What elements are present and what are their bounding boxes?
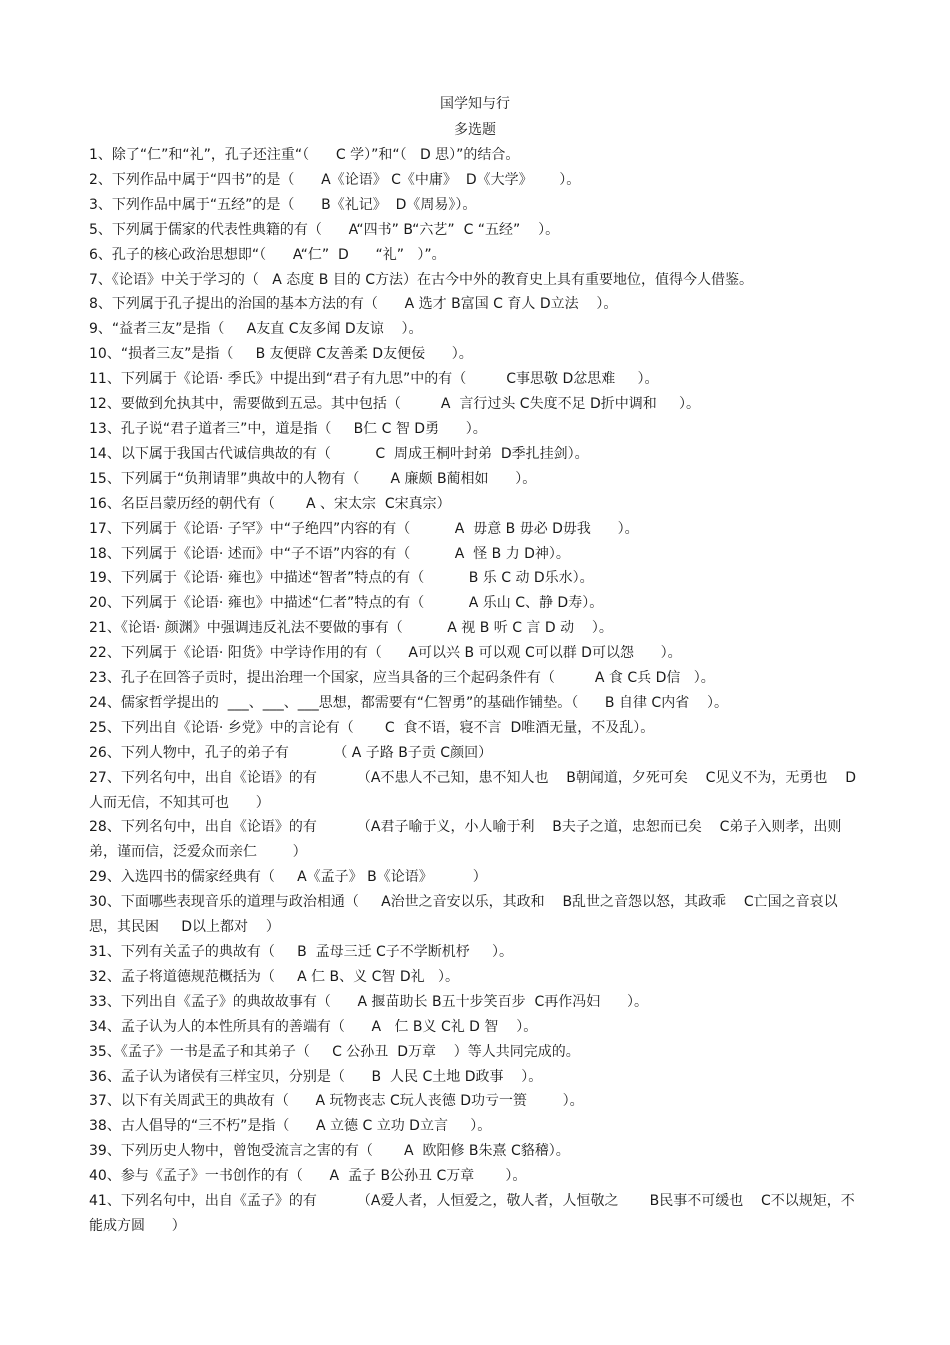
question-item: 25、下列出自《论语· 乡党》中的言论有（ C 食不语，寝不言 D唯酒无量，不及乱）。: [89, 719, 655, 736]
question-item: 2、下列作品中属于“四书”的是（ A《论语》 C《中庸》 D《大学》 ）。: [89, 171, 581, 188]
question-item: 39、下列历史人物中，曾饱受流言之害的有（ A 欧阳修 B朱熹 C貉稽）。: [89, 1143, 570, 1160]
document-title: 国学知与行: [440, 96, 510, 112]
question-item: 41、下列名句中，出自《孟子》的有 （A爱人者，人恒爱之，敬人者，人恒敬之 B民事不可缓也 C不以规矩，不能成方圆 ）: [89, 1193, 855, 1234]
question-item: 17、下列属于《论语· 子罕》中“子绝四”内容的有（ A 毋意 B 毋必 D毋我 ）。: [89, 520, 639, 537]
question-item: 3、下列作品中属于“五经”的是（ B《礼记》 D《周易》）。: [89, 196, 477, 213]
question-item: 29、入选四书的儒家经典有（ A《孟子》 B《论语》 ）: [89, 869, 487, 886]
question-item: 9、“益者三友”是指（ A友直 C友多闻 D友谅 ）。: [89, 321, 423, 338]
question-item: 38、古人倡导的“三不朽”是指（ A 立德 C 立功 D立言 ）。: [89, 1118, 492, 1135]
question-item: 15、下列属于“负荆请罪”典故中的人物有（ A 廉颇 B蔺相如 ）。: [89, 470, 537, 487]
question-item: 21、《论语· 颜渊》中强调违反礼法不要做的事有（ A 视 B 听 C 言 D 动 ）。: [89, 620, 613, 637]
question-item: 36、孟子认为诸侯有三样宝贝，分别是（ B 人民 C土地 D政事 ）。: [89, 1068, 543, 1085]
question-item: 8、下列属于孔子提出的治国的基本方法的有（ A 选才 B富国 C 育人 D立法 ）。: [89, 296, 618, 313]
question-item: 7、《论语》中关于学习的（ A 态度 B 目的 C方法）在古今中外的教育史上具有重要地位，值得今人借鉴。: [89, 271, 754, 288]
question-item: 32、孟子将道德规范概括为（ A 仁 B、义 C智 D礼 ）。: [89, 968, 459, 985]
question-item: 16、名臣吕蒙历经的朝代有（ A 、宋太宗 C宋真宗）: [89, 495, 451, 512]
question-item: 12、要做到允执其中，需要做到五忌。其中包括（ A 言行过头 C失度不足 D折中调和 ）。: [89, 396, 701, 413]
question-item: 18、下列属于《论语· 述而》中“子不语”内容的有（ A 怪 B 力 D神）。: [89, 545, 570, 562]
question-item: 26、下列人物中，孔子的弟子有 （ A 子路 B子贡 C颜回）: [89, 744, 493, 761]
question-item: 6、孔子的核心政治思想即“（ A“仁” D “礼” ）”。: [89, 246, 446, 263]
question-item: 31、下列有关孟子的典故有（ B 孟母三迁 C子不学断机杼 ）。: [89, 944, 514, 960]
question-item: 5、下列属于儒家的代表性典籍的有（ A“四书” B“六艺” C “五经” ）。: [89, 221, 560, 238]
question-item: 23、孔子在回答子贡时，提出治理一个国家，应当具备的三个起码条件有（ A 食 C兵 D信 ）。: [89, 670, 715, 687]
question-item: 30、下面哪些表现音乐的道理与政治相通（ A治世之音安以乐，其政和 B乱世之音怨以怒，其政乖 C亡国之音哀以思，其民困 D以上都对 ）: [89, 894, 838, 936]
question-item: 33、下列出自《孟子》的典故故事有（ A 揠苗助长 B五十步笑百步 C再作冯妇 ）。: [89, 993, 648, 1010]
question-item: 28、下列名句中，出自《论语》的有 （A君子喻于义，小人喻于利 B夫子之道，忠恕而已矣 C弟子入则孝，出则弟，谨而信，泛爱众而亲仁 ）: [89, 819, 842, 861]
question-item: 10、“损者三友”是指（ B 友便辟 C友善柔 D友便佞 ）。: [89, 346, 473, 363]
question-item: 14、以下属于我国古代诚信典故的有（ C 周成王桐叶封弟 D季扎挂剑）。: [89, 445, 589, 462]
question-list: [89, 143, 861, 1239]
question-item: 35、《孟子》一书是孟子和其弟子（ C 公孙丑 D万章 ）等人共同完成的。: [89, 1043, 580, 1060]
question-item: 27、下列名句中，出自《论语》的有 （A不患人不己知，患不知人也 B朝闻道，夕死可矣 C见义不为，无勇也 D人而无信，不知其可也 ）: [89, 769, 857, 811]
question-item: 34、孟子认为人的本性所具有的善端有（ A 仁 B义 C礼 D 智 ）。: [89, 1018, 538, 1035]
question-item: 40、参与《孟子》一书创作的有（ A 孟子 B公孙丑 C万章 ）。: [89, 1168, 527, 1185]
question-item: 13、孔子说“君子道者三”中，道是指（ B仁 C 智 D勇 ）。: [89, 420, 487, 437]
question-item: 11、下列属于《论语· 季氏》中提出到“君子有九思”中的有（ C事思敬 D忿思难 ）。: [89, 371, 659, 388]
question-item: 20、下列属于《论语· 雍也》中描述“仁者”特点的有（ A 乐山 C、静 D寿）。: [89, 595, 604, 612]
question-item: 1、除了“仁”和“礼”，孔子还注重“（ C 学）”和“（ D 思）”的结合。: [89, 147, 520, 163]
question-item: 22、下列属于《论语· 阳货》中学诗作用的有（ A可以兴 B 可以观 C可以群 D可以怨 ）。: [89, 645, 682, 662]
question-item: 24、儒家哲学提出的 ___、___、___思想，都需要有“仁智勇”的基础作铺垫。（ B 自律 C内省 ）。: [89, 694, 729, 711]
question-item: 19、下列属于《论语· 雍也》中描述“智者”特点的有（ B 乐 C 动 D乐水）。: [89, 570, 594, 587]
question-item: 37、以下有关周武王的典故有（ A 玩物丧志 C玩人丧德 D功亏一篑 ）。: [89, 1093, 584, 1110]
section-heading: 多选题: [454, 122, 496, 138]
